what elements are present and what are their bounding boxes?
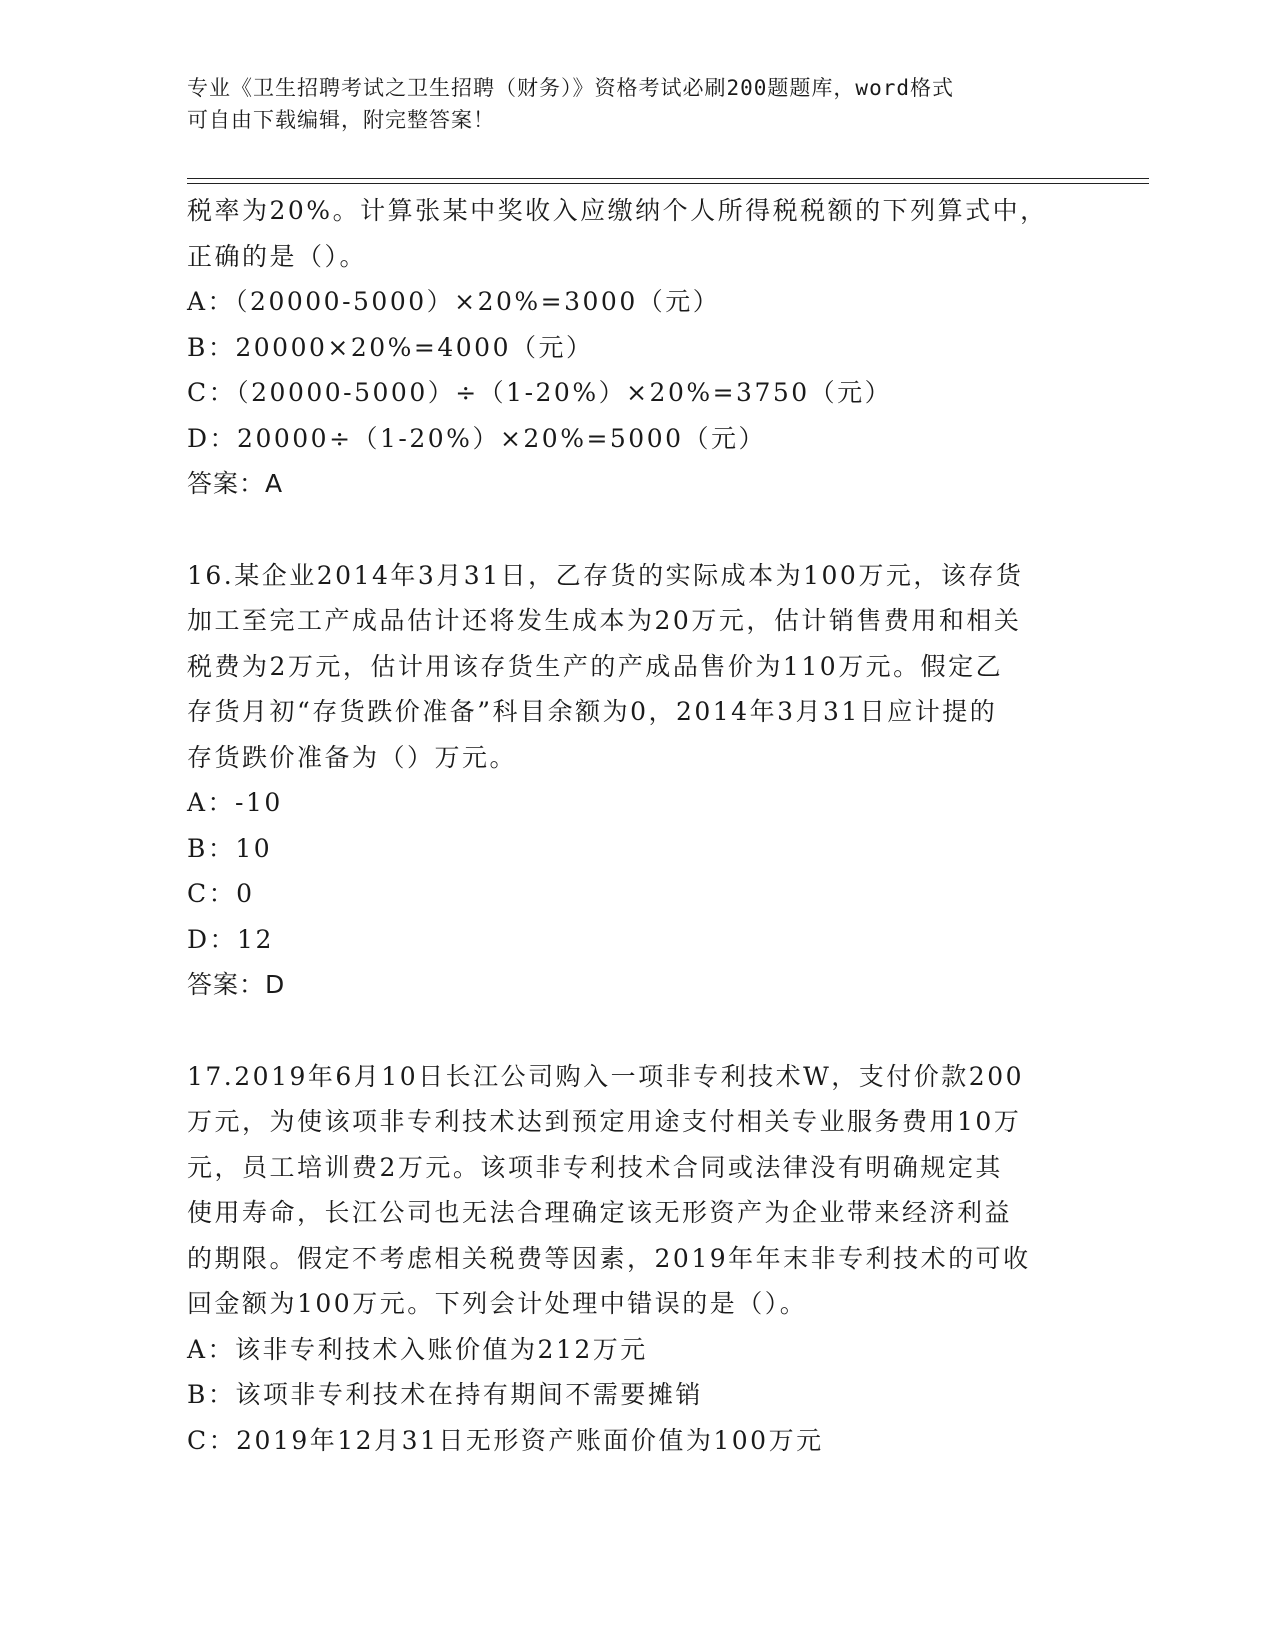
- option-a: A：-10: [187, 788, 283, 817]
- question-text-line: 16.某企业2014年3月31日，乙存货的实际成本为100万元，该存货: [187, 560, 1024, 590]
- option-a: A：（20000-5000）×20%=3000（元）: [187, 287, 721, 316]
- option-c: C：2019年12月31日无形资产账面价值为100万元: [187, 1425, 824, 1455]
- question-text-line: 税费为2万元，估计用该存货生产的产成品售价为110万元。假定乙: [187, 651, 1004, 681]
- question-15: [187, 188, 1077, 507]
- answer-label: 答案：D: [187, 970, 286, 999]
- document-header: [187, 72, 1067, 136]
- question-text-line: 的期限。假定不考虑相关税费等因素，2019年年末非专利技术的可收: [187, 1243, 1031, 1273]
- option-b: B：10: [187, 833, 273, 863]
- question-text-line: 税率为20%。计算张某中奖收入应缴纳个人所得税税额的下列算式中，: [187, 196, 1048, 225]
- document-body: [187, 188, 1077, 1463]
- question-text-line: 加工至完工产成品估计还将发生成本为20万元，估计销售费用和相关: [187, 606, 1022, 635]
- question-text-line: 元，员工培训费2万元。该项非专利技术合同或法律没有明确规定其: [187, 1152, 1003, 1182]
- question-text-line: 正确的是（）。: [187, 241, 368, 271]
- option-b: B：该项非专利技术在持有期间不需要摊销: [187, 1380, 703, 1409]
- question-text-line: 存货跌价准备为（）万元。: [187, 742, 518, 772]
- question-16: [187, 553, 1077, 1008]
- option-c: C：0: [187, 879, 255, 908]
- header-divider-top: [187, 178, 1149, 179]
- option-d: D：20000÷（1-20%）×20%=5000（元）: [187, 423, 767, 453]
- question-text-line: 使用寿命，长江公司也无法合理确定该无形资产为企业带来经济利益: [187, 1198, 1013, 1227]
- header-line-2: 可自由下载编辑，附完整答案！: [187, 108, 495, 132]
- option-a: A：该非专利技术入账价值为212万元: [187, 1334, 648, 1364]
- answer-label: 答案：A: [187, 469, 284, 498]
- question-text-line: 万元，为使该项非专利技术达到预定用途支付相关专业服务费用10万: [187, 1107, 1022, 1136]
- header-divider-bottom: [187, 183, 1149, 184]
- option-d: D：12: [187, 924, 274, 954]
- question-text-line: 存货月初“存货跌价准备”科目余额为0，2014年3月31日应计提的: [187, 697, 998, 726]
- question-text-line: 17.2019年6月10日长江公司购入一项非专利技术W，支付价款200: [187, 1061, 1025, 1091]
- question-text-line: 回金额为100万元。下列会计处理中错误的是（）。: [187, 1289, 808, 1318]
- header-line-1: 专业《卫生招聘考试之卫生招聘（财务）》资格考试必刷200题题库，word格式: [187, 76, 954, 100]
- option-c: C：（20000-5000）÷（1-20%）×20%=3750（元）: [187, 378, 893, 407]
- option-b: B：20000×20%=4000（元）: [187, 332, 594, 362]
- question-17: [187, 1054, 1077, 1464]
